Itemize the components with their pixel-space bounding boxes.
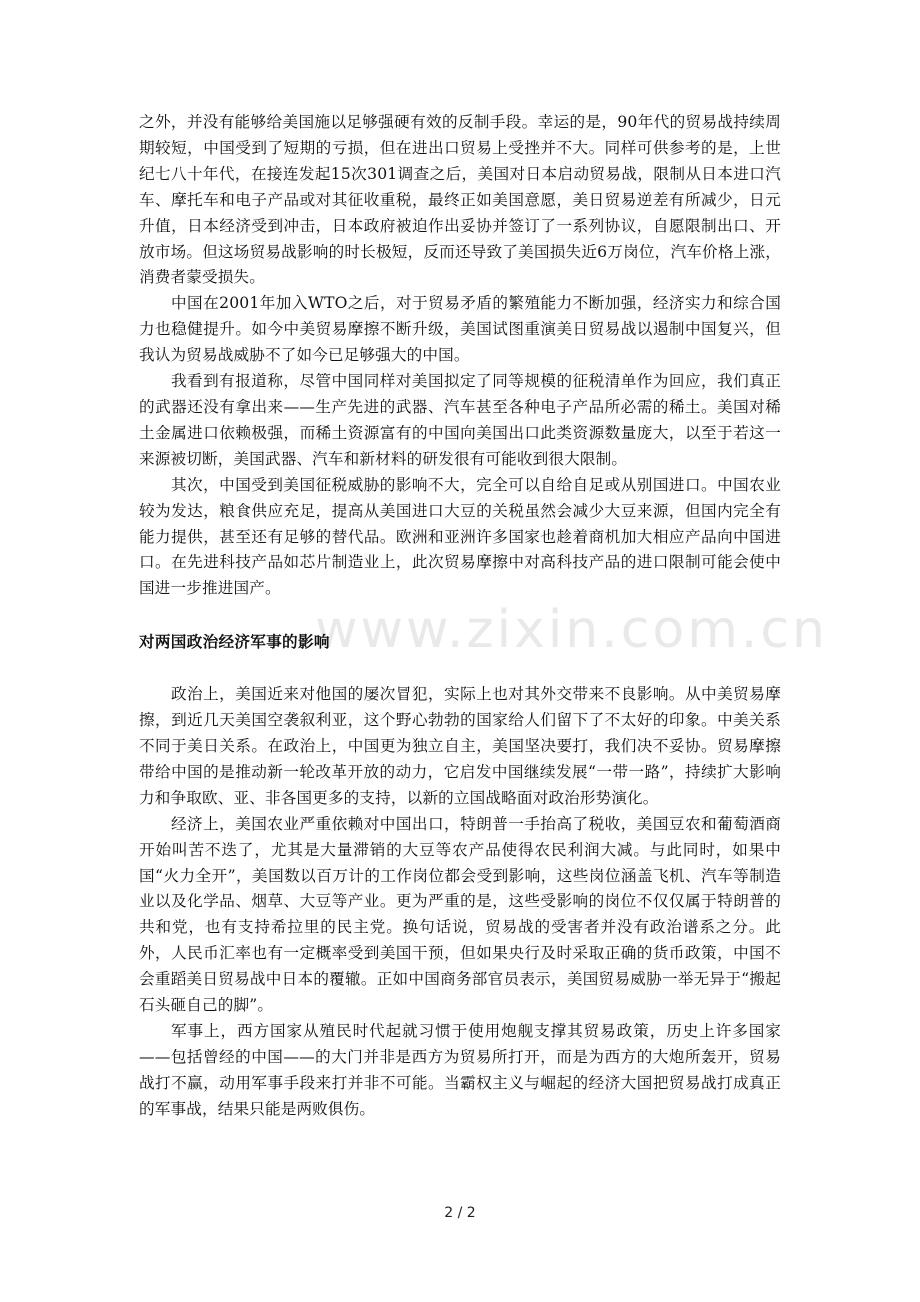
document-body — [139, 110, 828, 1123]
paragraph-rare-earth: 我看到有报道称，尽管中国同样对美国拟定了同等规模的征税清单作为回应，我们真正的武器还没有拿出来——生产先进的武器、汽车甚至各种电子产品所必需的稀土。美国对稀土金属进口依赖极强，而稀土资源富有的中国向美国出口此类资源数量庞大，以至于若这一来源被切断，美国武器、汽车和新材料的研发很有可能收到很大限制。 — [139, 372, 781, 468]
paragraph-continuation: 之外，并没有能够给美国施以足够强硬有效的反制手段。幸运的是，90年代的贸易战持续周期较短，中国受到了短期的亏损，但在进出口贸易上受挫并不大。同样可供参考的是，上世纪七八十年代，在接连发起15次301调查之后，美国对日本启动贸易战，限制从日本进口汽车、摩托车和电子产品或对其征收重税，最终正如美国意愿，美日贸易逆差有所减少，日元升值，日本经济受到冲击，日本政府被迫作出妥协并签订了一系列协议，自愿限制出口、开放市场。但这场贸易战影响的时长极短，反而还导致了美国损失近6万岗位，汽车价格上涨，消费者蒙受损失。 — [139, 113, 781, 287]
page-number: 2 / 2 — [444, 1205, 476, 1221]
paragraph-military: 军事上，西方国家从殖民时代起就习惯于使用炮舰支撑其贸易政策，历史上许多国家——包括曾经的中国——的大门并非是西方为贸易所打开，而是为西方的大炮所轰开，贸易战打不赢，动用军事手段来打并非不可能。当霸权主义与崛起的经济大国把贸易战打成真正的军事战，结果只能是两败俱伤。 — [139, 1022, 781, 1118]
paragraph-politics: 政治上，美国近来对他国的屡次冒犯，实际上也对其外交带来不良影响。从中美贸易摩擦，到近几天美国空袭叙利亚，这个野心勃勃的国家给人们留下了不太好的印象。中美关系不同于美日关系。在政治上，中国更为独立自主，美国坚决要打，我们决不妥协。贸易摩擦带给中国的是推动新一轮改革开放的动力，它启发中国继续发展“一带一路”，持续扩大影响力和争取欧、亚、非各国更多的支持，以新的立国战略面对政治形势演化。 — [139, 685, 781, 807]
section-heading: 对两国政治经济军事的影响 — [139, 633, 330, 652]
paragraph-self-sufficiency: 其次，中国受到美国征税威胁的影响不大，完全可以自给自足或从别国进口。中国农业较为发达，粮食供应充足，提高从美国进口大豆的关税虽然会减少大豆来源，但国内完全有能力提供，甚至还有足够的替代品。欧洲和亚洲许多国家也趁着商机加大相应产品向中国进口。在先进科技产品如芯片制造业上，此次贸易摩擦中对高科技产品的进口限制可能会使中国进一步推进国产。 — [139, 475, 781, 598]
paragraph-wto: 中国在2001年加入WTO之后，对于贸易矛盾的繁殖能力不断加强，经济实力和综合国力也稳健提升。如今中美贸易摩擦不断升级，美国试图重演美日贸易战以遏制中国复兴，但我认为贸易战威胁不了如今已足够强大的中国。 — [139, 294, 781, 365]
paragraph-economy: 经济上，美国农业严重依赖对中国出口，特朗普一手抬高了税收，美国豆农和葡萄酒商开始叫苦不迭了，尤其是大量滞销的大豆等农产品使得农民利润大减。与此同时，如果中国“火力全开”，美国数以百万计的工作岗位都会受到影响，这些岗位涵盖飞机、汽车等制造业以及化学品、烟草、大豆等产业。更为严重的是，这些受影响的岗位不仅仅属于特朗普的共和党，也有支持希拉里的民主党。换句话说，贸易战的受害者并没有政治谱系之分。此外，人民币汇率也有一定概率受到美国干预，但如果央行及时采取正确的货币政策，中国不会重蹈美日贸易战中日本的覆辙。正如中国商务部官员表示，美国贸易威胁一举无异于“搬起石头砸自己的脚”。 — [139, 814, 781, 1015]
watermark: www.zixin.com.cn — [315, 600, 828, 660]
